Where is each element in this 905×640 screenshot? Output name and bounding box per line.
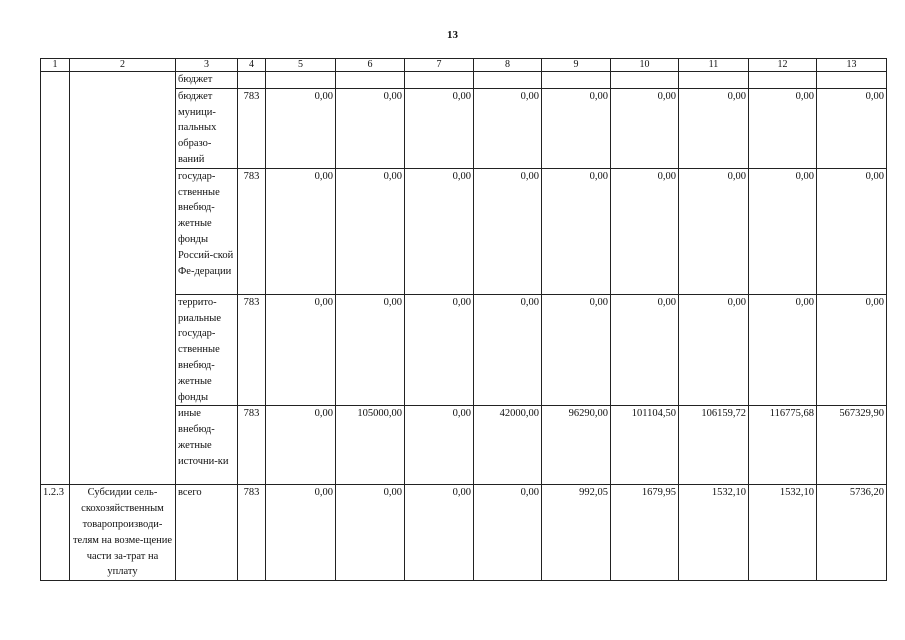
code-cell: 783 <box>238 168 266 294</box>
value-cell: 0,00 <box>542 168 611 294</box>
header-cell: 7 <box>405 59 474 72</box>
header-cell: 6 <box>336 59 405 72</box>
value-cell: 0,00 <box>405 294 474 406</box>
header-cell: 12 <box>749 59 817 72</box>
value-cell: 96290,00 <box>542 406 611 485</box>
description-cell: Субсидии сель-скохозяйственным товаропроизводи-телям на возме-щение части за-трат на уплату <box>70 485 176 581</box>
value-cell: 0,00 <box>474 88 542 168</box>
value-cell: 0,00 <box>405 406 474 485</box>
value-cell: 0,00 <box>749 168 817 294</box>
code-cell: 783 <box>238 294 266 406</box>
index-cell: 1.2.3 <box>41 485 70 581</box>
funding-source-cell: всего <box>176 485 238 581</box>
value-cell: 0,00 <box>336 88 405 168</box>
value-cell: 0,00 <box>266 168 336 294</box>
value-cell: 0,00 <box>817 88 887 168</box>
funding-source-cell: бюджет <box>176 72 238 89</box>
funding-source-cell: государ-ственные внебюд-жетные фонды Россий-ской Фе-дерации <box>176 168 238 294</box>
value-cell: 0,00 <box>542 88 611 168</box>
value-cell: 0,00 <box>679 294 749 406</box>
value-cell: 105000,00 <box>336 406 405 485</box>
value-cell: 0,00 <box>679 168 749 294</box>
funding-source-cell: иные внебюд-жетные источни-ки <box>176 406 238 485</box>
value-cell: 0,00 <box>474 485 542 581</box>
value-cell: 0,00 <box>266 485 336 581</box>
header-cell: 5 <box>266 59 336 72</box>
value-cell: 0,00 <box>474 168 542 294</box>
value-cell: 0,00 <box>749 88 817 168</box>
header-cell: 2 <box>70 59 176 72</box>
value-cell: 106159,72 <box>679 406 749 485</box>
header-cell: 4 <box>238 59 266 72</box>
value-cell: 567329,90 <box>817 406 887 485</box>
header-cell: 9 <box>542 59 611 72</box>
header-cell: 10 <box>611 59 679 72</box>
page-number: 13 <box>447 29 458 41</box>
header-cell: 8 <box>474 59 542 72</box>
value-cell: 5736,20 <box>817 485 887 581</box>
table-row <box>41 72 887 89</box>
value-cell: 0,00 <box>749 294 817 406</box>
value-cell: 0,00 <box>679 88 749 168</box>
value-cell: 0,00 <box>336 294 405 406</box>
value-cell: 1532,10 <box>749 485 817 581</box>
value-cell: 0,00 <box>542 294 611 406</box>
value-cell: 0,00 <box>405 88 474 168</box>
value-cell: 0,00 <box>611 294 679 406</box>
value-cell: 0,00 <box>336 168 405 294</box>
data-table <box>40 58 887 581</box>
table-row <box>41 485 887 581</box>
header-cell: 13 <box>817 59 887 72</box>
value-cell: 0,00 <box>405 168 474 294</box>
value-cell: 1532,10 <box>679 485 749 581</box>
header-cell: 11 <box>679 59 749 72</box>
value-cell: 0,00 <box>266 406 336 485</box>
value-cell: 0,00 <box>474 294 542 406</box>
value-cell: 992,05 <box>542 485 611 581</box>
code-cell: 783 <box>238 88 266 168</box>
value-cell: 0,00 <box>817 294 887 406</box>
header-row <box>41 59 887 72</box>
funding-source-cell: террито-риальные государ-ственные внебюд-жетные фонды <box>176 294 238 406</box>
index-cell-empty <box>41 72 70 485</box>
value-cell: 0,00 <box>336 485 405 581</box>
value-cell: 0,00 <box>405 485 474 581</box>
header-cell: 3 <box>176 59 238 72</box>
value-cell: 0,00 <box>611 168 679 294</box>
value-cell: 116775,68 <box>749 406 817 485</box>
value-cell: 0,00 <box>266 294 336 406</box>
description-cell-empty <box>70 72 176 485</box>
value-cell: 0,00 <box>817 168 887 294</box>
value-cell: 101104,50 <box>611 406 679 485</box>
header-cell: 1 <box>41 59 70 72</box>
code-cell: 783 <box>238 485 266 581</box>
value-cell: 1679,95 <box>611 485 679 581</box>
value-cell: 42000,00 <box>474 406 542 485</box>
value-cell: 0,00 <box>266 88 336 168</box>
code-cell: 783 <box>238 406 266 485</box>
value-cell: 0,00 <box>611 88 679 168</box>
funding-source-cell: бюджет муници-пальных образо-ваний <box>176 88 238 168</box>
